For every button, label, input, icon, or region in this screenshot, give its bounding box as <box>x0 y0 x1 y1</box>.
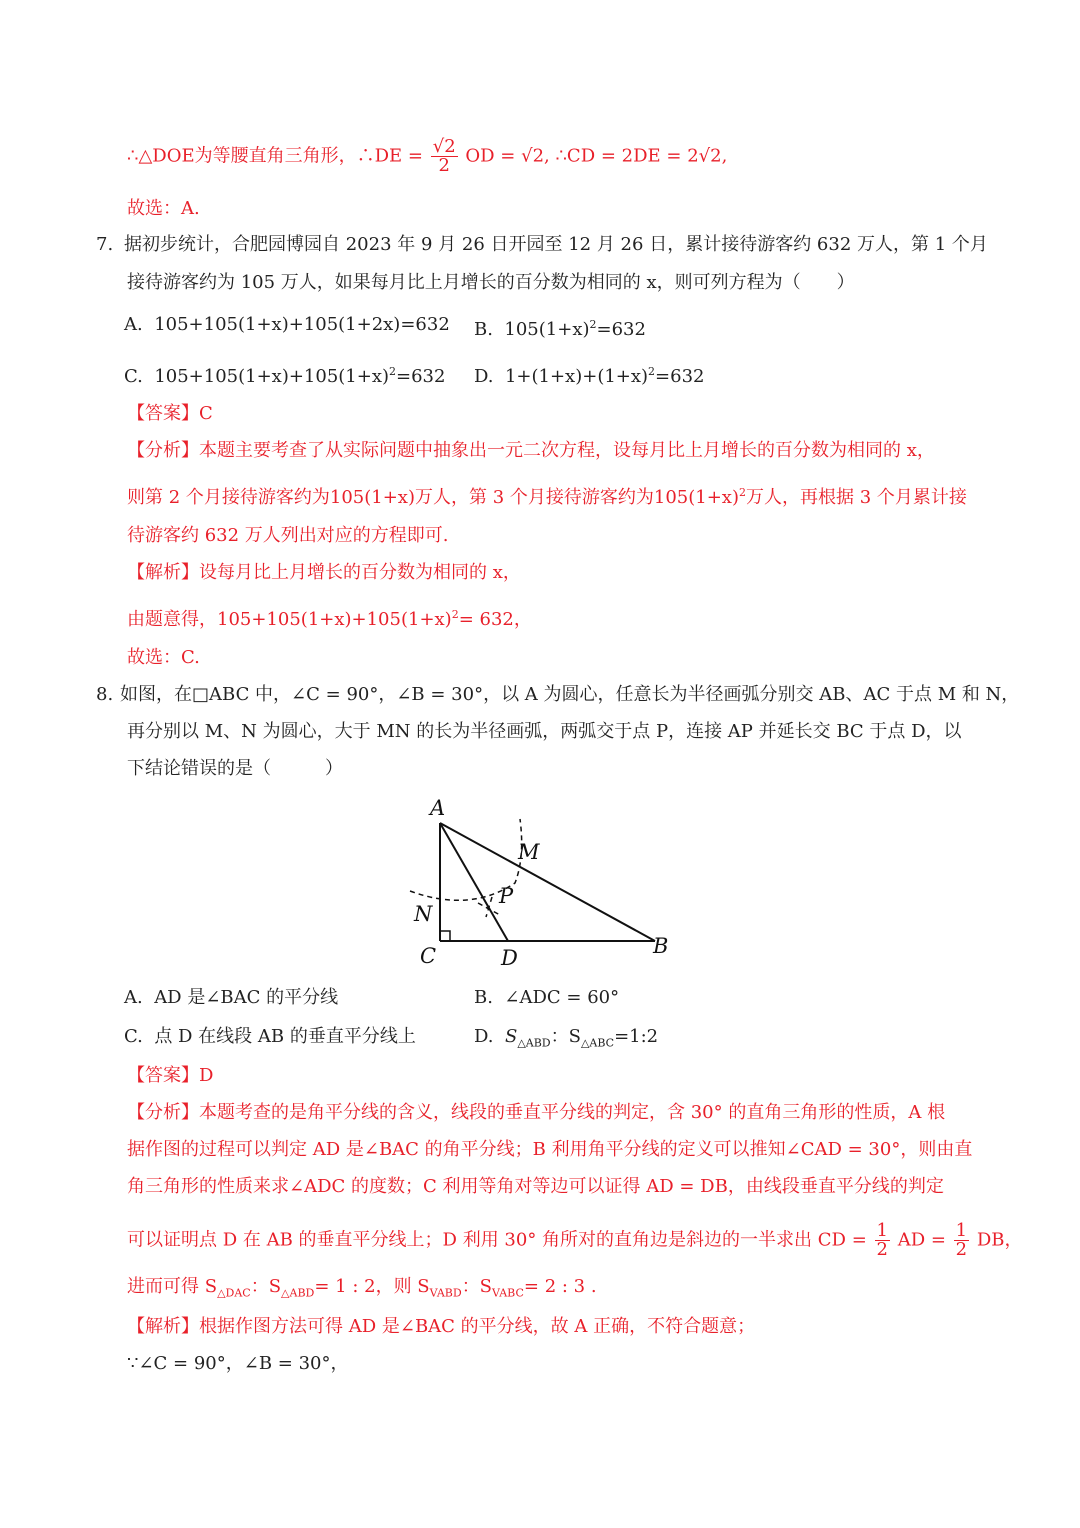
q7-solution-line-1: 【解析】设每月比上月增长的百分数为相同的 x， <box>127 562 521 583</box>
point-b-label: B <box>653 934 669 958</box>
one-half-fraction: $\frac{1}{2}$ <box>955 1220 968 1260</box>
q7-option-d: D. $1+(1+x)+(1+x)^2=632$ <box>474 365 705 387</box>
q8-analysis-line-5: 进而可得 $S_{\triangle DAC}$：$S_{\triangle ABD}= 1$ : 2，则 $S_{VABD}$：$S_{VABC}= 2$ : 3 . <box>127 1276 597 1300</box>
q8-analysis-line-3: 角三角形的性质来求∠ADC 的度数；C 利用等角对等边可以证得 AD = DB，由线段垂直平分线的判定 <box>127 1176 944 1197</box>
q7-choice: 故选：C. <box>127 647 200 668</box>
q8-analysis-line-1: 【分析】本题考查的是角平分线的含义，线段的垂直平分线的判定，含 30° 的直角三角形的性质，A 根 <box>127 1102 946 1123</box>
q6-choice: 故选：A. <box>127 198 200 219</box>
point-n-label: N <box>414 902 433 926</box>
one-half-fraction: $\frac{1}{2}$ <box>876 1220 888 1260</box>
q8-stem-line-3: 下结论错误的是（ ） <box>127 758 343 779</box>
q8-option-d: D. $S_{\triangle ABD}$：$S_{\triangle ABC}=1:2$ <box>474 1026 659 1050</box>
q7-analysis-line-2: 则第 2 个月接待游客约为105(1+x)万人，第 3 个月接待游客约为$105(1+x)^2$万人，再根据 3 个月累计接 <box>127 486 967 508</box>
q6-derivation-b: OD = √2, ∴CD = 2DE = 2√2, <box>465 145 728 167</box>
q8-option-a: A. AD 是∠BAC 的平分线 <box>124 987 339 1008</box>
q6-derivation-a: ∴△DOE为等腰直角三角形，∴DE = <box>127 145 423 167</box>
q7-answer: 【答案】C <box>127 403 213 424</box>
q7-option-b: B. $105(1+x)^2=632$ <box>474 318 646 340</box>
q8-solution-line-2: ∵∠C = 90°，∠B = 30°， <box>127 1353 349 1374</box>
q7-stem-line-2: 接待游客约为 105 万人，如果每月比上月增长的百分数为相同的 x，则可列方程为（ ） <box>127 272 855 293</box>
right-angle-mark <box>440 931 450 941</box>
q7-solution-line-2: 由题意得，$105+105(1+x)+105(1+x)^2= 632$， <box>127 608 532 630</box>
point-m-label: M <box>518 840 540 864</box>
q7-option-c: C. $105+105(1+x)+105(1+x)^2=632$ <box>124 365 446 387</box>
q8-option-c: C. 点 D 在线段 AB 的垂直平分线上 <box>124 1026 416 1047</box>
sqrt2-over-2-fraction: $\frac{√2}{2}$ <box>432 136 456 176</box>
arc-from-n <box>486 897 492 917</box>
point-a-label: A <box>430 796 446 820</box>
q7-analysis-line-3: 待游客约 632 万人列出对应的方程即可. <box>127 525 449 546</box>
q8-number: 8. <box>96 684 114 705</box>
q8-stem-line-2: 再分别以 M、N 为圆心，大于 MN 的长为半径画弧，两弧交于点 P，连接 AP 并延长交 BC 于点 D，以 <box>127 721 962 742</box>
segment-ab <box>440 823 655 941</box>
q8-analysis-line-4: 可以证明点 D 在 AB 的垂直平分线上；D 利用 30° 角所对的直角边是斜边的一半求出 CD = $\frac{1}{2}$ AD = $\frac{1}{2}$ DB， <box>127 1220 1023 1260</box>
q7-number: 7. <box>96 234 114 255</box>
q8-analysis-line-2: 据作图的过程可以判定 AD 是∠BAC 的角平分线；B 利用角平分线的定义可以推知∠CAD = 30°，则由直 <box>127 1139 973 1160</box>
triangle-construction-figure <box>400 795 690 975</box>
q8-solution-line-1: 【解析】根据作图方法可得 AD 是∠BAC 的平分线，故 A 正确，不符合题意； <box>127 1316 756 1337</box>
q7-analysis-line-1: 【分析】本题主要考查了从实际问题中抽象出一元二次方程，设每月比上月增长的百分数为相同的 x， <box>127 440 935 461</box>
point-d-label: D <box>501 946 518 970</box>
q7-stem-line-1: 据初步统计，合肥园博园自 2023 年 9 月 26 日开园至 12 月 26 日，累计接待游客约 632 万人，第 1 个月 <box>124 234 988 255</box>
q8-answer: 【答案】D <box>127 1065 214 1086</box>
q8-option-b: B. ∠ADC = 60° <box>474 987 620 1008</box>
q6-derivation <box>127 138 727 175</box>
q7-option-a: A. 105+105(1+x)+105(1+2x)=632 <box>124 314 450 335</box>
point-c-label: C <box>420 944 437 968</box>
q8-stem-line-1: 如图，在□ABC 中，∠C = 90°，∠B = 30°，以 A 为圆心，任意长为半径画弧分别交 AB、AC 于点 M 和 N， <box>120 684 1020 705</box>
point-p-label: P <box>499 884 514 908</box>
